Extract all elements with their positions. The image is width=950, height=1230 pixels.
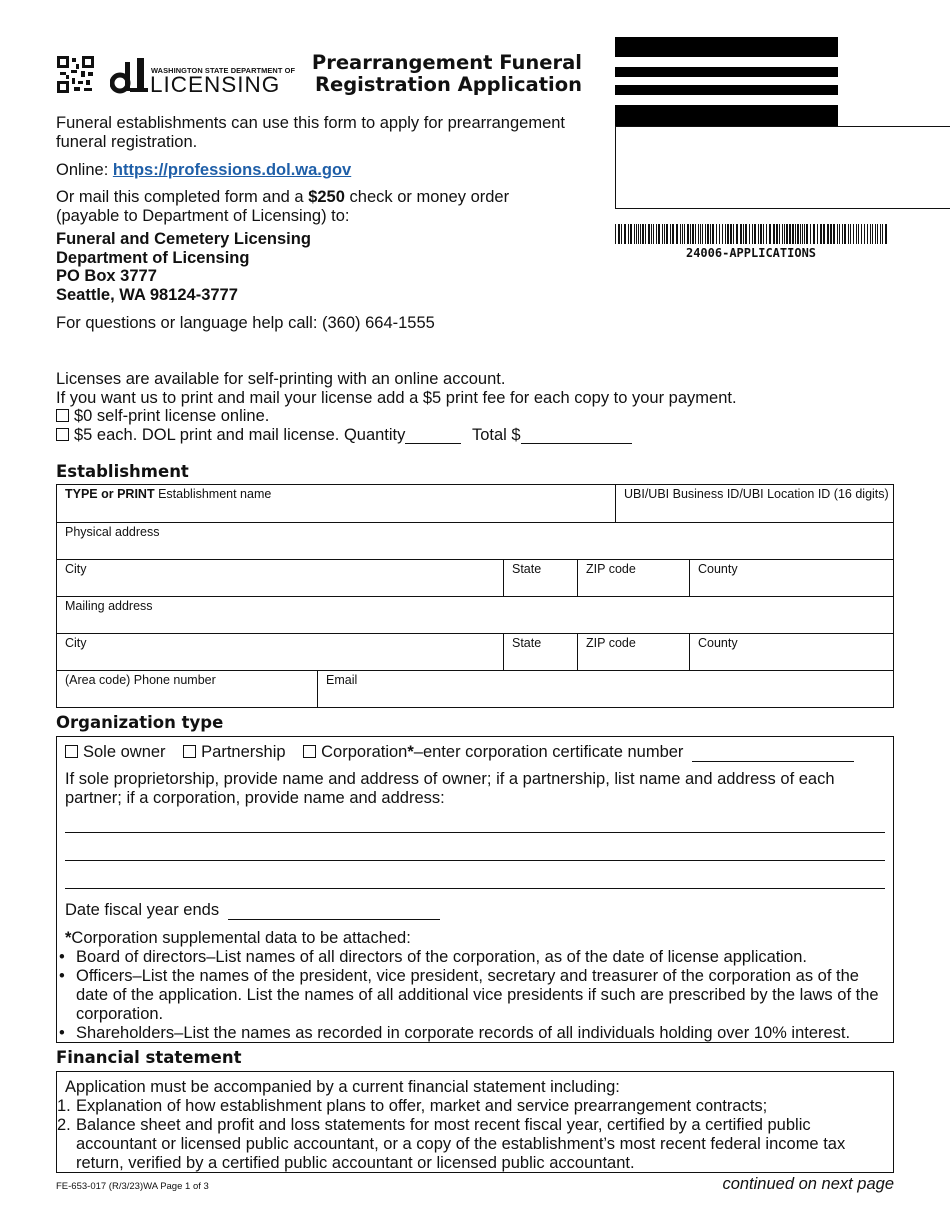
print-options <box>56 370 737 444</box>
corp-cert-label: –enter corporation certificate number <box>413 743 684 761</box>
dol-logo-small-text: WASHINGTON STATE DEPARTMENT OF <box>151 66 296 75</box>
self-print-label: $0 self-print license online. <box>74 407 270 425</box>
corporation-checkbox[interactable] <box>303 745 316 758</box>
total-label: Total $ <box>472 425 521 444</box>
physical-county-field[interactable] <box>690 560 893 596</box>
sole-owner-option[interactable] <box>65 743 166 761</box>
address-line: Seattle, WA 98124-3777 <box>56 285 238 304</box>
form-title-line1: Prearrangement Funeral <box>311 51 582 74</box>
list-item: • Officers–List the names of the president, vice president, secretary and treasurer of the corporation as of the date of the application. List the names of all additional vice presidents if such are prescribed by the laws of the corporation. <box>57 967 889 1024</box>
item-text: Explanation of how establishment plans to offer, market and service prearrangement contracts; <box>76 1097 768 1115</box>
corporation-label: Corporation <box>321 743 408 761</box>
mailing-county-field[interactable] <box>690 634 893 670</box>
online-url-link[interactable]: https://professions.dol.wa.gov <box>112 161 352 179</box>
partnership-checkbox[interactable] <box>183 745 196 758</box>
type-or-print-label: TYPE or PRINT <box>65 487 155 501</box>
zip-label: ZIP code <box>586 636 636 650</box>
mailing-address-block <box>56 230 311 304</box>
phone-label: (Area code) Phone number <box>65 673 216 687</box>
organization-heading: Organization type <box>56 713 224 732</box>
dol-logo-big-text: LICENSING <box>150 72 281 97</box>
barcode-text: 24006-APPLICATIONS <box>685 246 817 260</box>
physical-address-field[interactable] <box>57 523 893 559</box>
org-type-options <box>65 743 854 762</box>
dol-logo <box>110 58 296 97</box>
total-field[interactable] <box>521 427 632 444</box>
establishment-heading: Establishment <box>56 462 189 481</box>
partnership-label: Partnership <box>201 743 286 761</box>
physical-zip-field[interactable] <box>578 560 689 596</box>
owner-info-line[interactable] <box>65 860 885 861</box>
phone-field[interactable] <box>57 671 317 707</box>
mailing-city-field[interactable] <box>57 634 503 670</box>
ubi-field[interactable] <box>616 485 894 522</box>
county-label: County <box>698 562 738 576</box>
owner-info-line[interactable] <box>65 832 885 833</box>
physical-address-label: Physical address <box>65 525 160 539</box>
establishment-name-field[interactable] <box>57 485 615 522</box>
dol-logo-icon <box>110 58 148 94</box>
physical-city-field[interactable] <box>57 560 503 596</box>
quantity-field[interactable] <box>405 427 461 444</box>
corporation-option[interactable] <box>303 743 683 761</box>
city-label: City <box>65 636 87 650</box>
form-id: FE-653-017 (R/3/23)WA Page 1 of 3 <box>56 1181 209 1192</box>
mail-pre: Or mail this completed form and a <box>56 188 304 206</box>
establishment-name-label: Establishment name <box>158 487 272 501</box>
establishment-table <box>56 484 894 708</box>
email-label: Email <box>326 673 358 687</box>
supplemental-title-text: Corporation supplemental data to be attached: <box>71 929 411 947</box>
financial-intro: Application must be accompanied by a current financial statement including: <box>65 1078 620 1096</box>
form-title-line2: Registration Application <box>314 73 582 96</box>
list-item: • Board of directors–List names of all directors of the corporation, as of the date of license application. <box>57 948 889 967</box>
organization-box <box>56 736 894 1043</box>
address-line: Department of Licensing <box>56 248 250 267</box>
mail-post: check or money order (payable to Department of Licensing) to: <box>56 188 510 225</box>
sole-owner-label: Sole owner <box>83 743 166 761</box>
list-item: • Shareholders–List the names as recorded in corporate records of all individuals holding over 10% interest. <box>57 1024 889 1043</box>
state-label: State <box>512 562 542 576</box>
item-text: Balance sheet and profit and loss statements for most recent fiscal year, certified by a certified public accountant or licensed public accountant, or a copy of the establishment’s most recent federal income tax return, verified by a certified public accountant or licensed public accountant. <box>76 1116 846 1172</box>
fiscal-year-field[interactable] <box>228 903 440 920</box>
ubi-label: UBI/UBI Business ID/UBI Location ID (16 digits) <box>624 487 889 501</box>
asterisk: * <box>65 929 72 947</box>
item-number: 2. <box>57 1116 71 1134</box>
mail-print-option[interactable] <box>56 426 737 445</box>
fiscal-year-row <box>65 901 440 920</box>
physical-state-field[interactable] <box>504 560 577 596</box>
supplemental-title <box>65 929 411 948</box>
corp-cert-number-field[interactable] <box>692 745 854 762</box>
state-label: State <box>512 636 542 650</box>
asterisk: * <box>407 743 414 761</box>
email-field[interactable] <box>318 671 893 707</box>
financial-heading: Financial statement <box>56 1048 242 1067</box>
qr-code-icon <box>57 56 94 93</box>
mailing-zip-field[interactable] <box>578 634 689 670</box>
financial-items <box>57 1097 885 1173</box>
mail-print-checkbox[interactable] <box>56 428 69 441</box>
barcode-icon <box>614 224 888 246</box>
self-print-option[interactable] <box>56 407 737 426</box>
print-info-line2: If you want us to print and mail your license add a $5 print fee for each copy to your payment. <box>56 388 737 407</box>
list-item <box>57 1116 885 1173</box>
owner-instructions: If sole proprietorship, provide name and address of owner; if a partnership, list name and address of each partner; if a corporation, provide name and address: <box>65 770 835 807</box>
mailing-address-field[interactable] <box>57 597 893 633</box>
help-line: For questions or language help call: (360) 664-1555 <box>56 314 435 332</box>
list-item <box>57 1097 885 1116</box>
form-title <box>300 52 582 96</box>
county-label: County <box>698 636 738 650</box>
self-print-checkbox[interactable] <box>56 409 69 422</box>
financial-box <box>56 1071 894 1173</box>
continued-note: continued on next page <box>722 1175 894 1193</box>
partnership-option[interactable] <box>183 743 285 761</box>
mail-print-label: $5 each. DOL print and mail license. Quantity <box>74 425 406 444</box>
fiscal-year-label: Date fiscal year ends <box>65 901 220 919</box>
zip-label: ZIP code <box>586 562 636 576</box>
supplemental-list <box>57 948 889 1043</box>
office-use-box <box>615 126 950 209</box>
fee-amount: $250 <box>308 188 345 206</box>
online-label: Online: <box>56 161 109 179</box>
mail-instructions <box>56 188 526 226</box>
mailing-address-label: Mailing address <box>65 599 153 613</box>
address-line: Funeral and Cemetery Licensing <box>56 230 311 248</box>
mailing-state-field[interactable] <box>504 634 577 670</box>
city-label: City <box>65 562 87 576</box>
online-line <box>56 161 351 180</box>
address-line: PO Box 3777 <box>56 267 157 285</box>
intro-purpose: Funeral establishments can use this form to apply for prearrangement funeral registration. <box>56 114 566 151</box>
sole-owner-checkbox[interactable] <box>65 745 78 758</box>
owner-info-line[interactable] <box>65 888 885 889</box>
item-number: 1. <box>57 1097 71 1115</box>
print-info-line1: Licenses are available for self-printing with an online account. <box>56 370 506 388</box>
